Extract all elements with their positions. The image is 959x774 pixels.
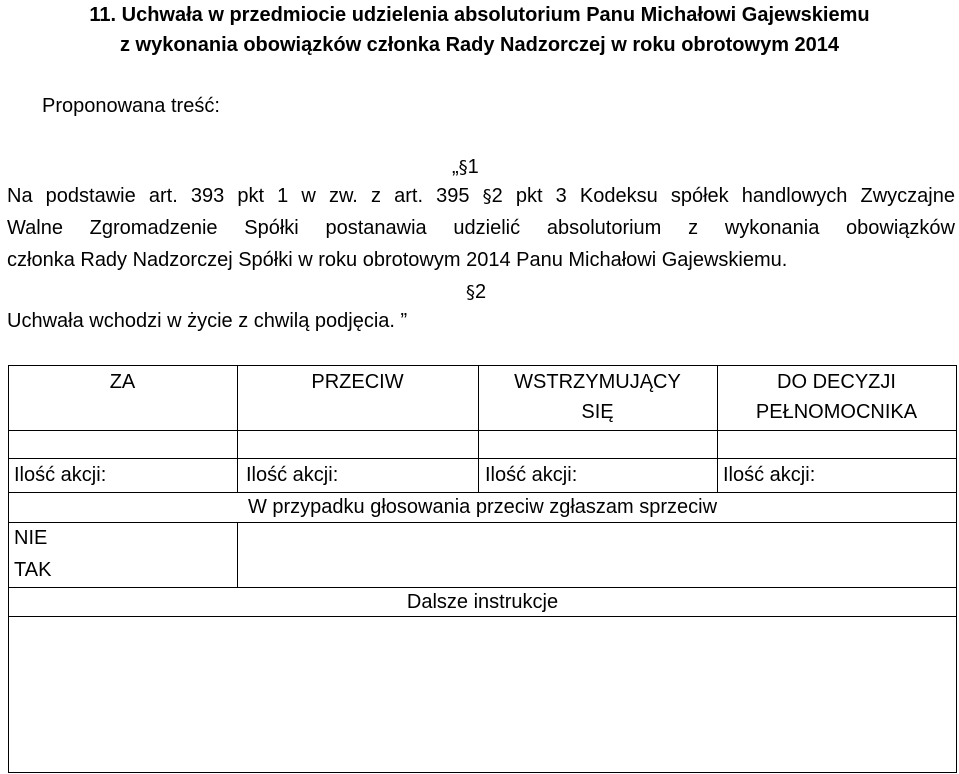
table-rule — [8, 458, 957, 459]
resolution-body-line-1 — [7, 184, 955, 209]
closing-quote: ” — [400, 310, 408, 332]
section-sign: § — [458, 157, 468, 178]
table-rule — [237, 522, 238, 587]
section-number: 2 — [475, 281, 487, 303]
vote-wstrzymujacy-field[interactable] — [480, 431, 716, 457]
share-count-przeciw[interactable]: Ilość akcji: — [246, 464, 339, 486]
objection-option-no[interactable]: NIE — [14, 527, 48, 549]
header-wstrzymujacy-line-2: SIĘ — [581, 401, 614, 423]
vote-przeciw-field[interactable] — [239, 431, 477, 457]
further-instructions-field[interactable] — [10, 618, 955, 770]
opening-quote: „ — [452, 156, 459, 178]
body-text: 2 pkt 3 Kodeksu spółek handlowych Zwyczajne — [491, 185, 955, 207]
proposed-content-label: Proponowana treść: — [42, 95, 220, 117]
objection-heading: W przypadku głosowania przeciw zgłaszam sprzeciw — [247, 496, 718, 518]
header-do-decyzji-line-2: PEŁNOMOCNIKA — [755, 401, 918, 423]
header-za: ZA — [109, 371, 136, 393]
resolution-title-line-2: z wykonania obowiązków członka Rady Nadzorczej w roku obrotowym 2014 — [119, 34, 840, 56]
header-do-decyzji-line-1: DO DECYZJI — [777, 371, 896, 393]
header-przeciw: PRZECIW — [311, 371, 404, 393]
resolution-body-line-3: członka Rady Nadzorczej Spółki w roku obrotowym 2014 Panu Michałowi Gajewskiemu. — [7, 249, 788, 271]
section-1-heading — [452, 155, 479, 180]
body-text: Na podstawie art. 393 pkt 1 w zw. z art. 395 — [7, 185, 483, 207]
resolution-final-line — [7, 309, 407, 333]
table-rule — [8, 772, 957, 773]
table-rule — [8, 365, 9, 772]
table-rule — [956, 365, 957, 772]
share-count-do-decyzji[interactable]: Ilość akcji: — [723, 464, 816, 486]
resolution-title-line-1: 11. Uchwała w przedmiocie udzielenia absolutorium Panu Michałowi Gajewskiemu — [89, 4, 870, 26]
header-wstrzymujacy-line-1: WSTRZYMUJĄCY — [514, 371, 681, 393]
vote-do-decyzji-field[interactable] — [719, 431, 955, 457]
section-sign: § — [482, 186, 492, 207]
vote-za-field[interactable] — [9, 431, 236, 457]
share-count-wstrzymujacy[interactable]: Ilość akcji: — [485, 464, 578, 486]
objection-option-yes[interactable]: TAK — [14, 559, 52, 581]
resolution-body-line-2: Walne Zgromadzenie Spółki postanawia udzielić absolutorium z wykonania obowiązków — [7, 217, 955, 239]
further-instructions-label: Dalsze instrukcje — [406, 591, 559, 613]
section-sign: § — [466, 282, 475, 303]
section-2-heading — [466, 280, 486, 305]
section-number: 1 — [467, 156, 479, 178]
share-count-za[interactable]: Ilość akcji: — [14, 464, 107, 486]
objection-answer-field[interactable] — [239, 523, 955, 586]
final-line-text: Uchwała wchodzi w życie z chwilą podjęcia. — [7, 310, 395, 332]
